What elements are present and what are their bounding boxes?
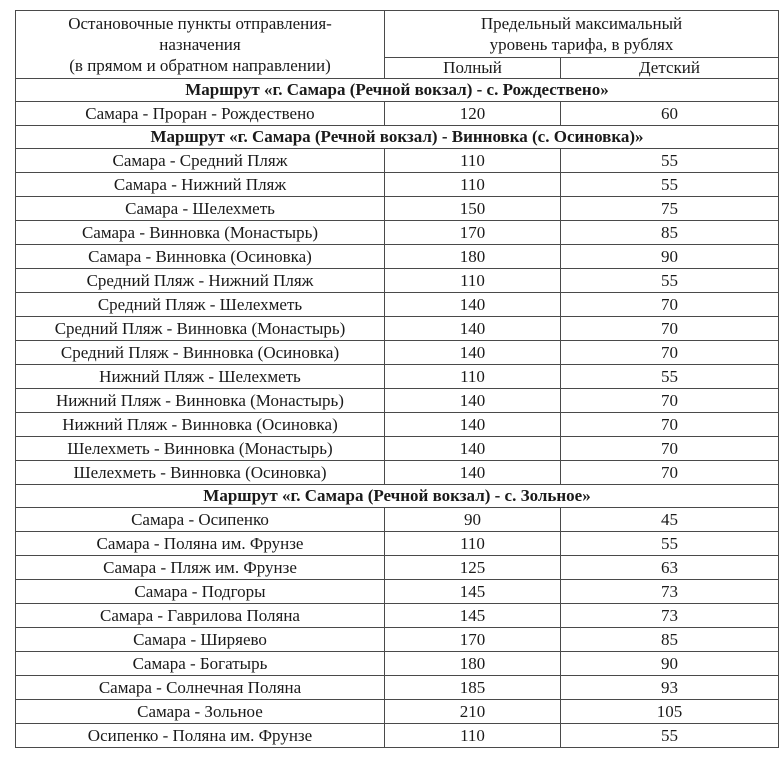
table-row	[16, 102, 779, 126]
full-fare-cell: 140	[385, 437, 561, 461]
child-fare-cell: 70	[561, 461, 779, 485]
full-fare-cell: 110	[385, 365, 561, 389]
stop-pair-cell: Самара - Шелехметь	[16, 197, 385, 221]
stop-pair-cell: Самара - Солнечная Поляна	[16, 676, 385, 700]
full-fare-cell: 185	[385, 676, 561, 700]
stop-pair-cell: Средний Пляж - Нижний Пляж	[16, 269, 385, 293]
stop-pair-cell: Самара - Винновка (Осиновка)	[16, 245, 385, 269]
tariff-document	[15, 10, 778, 748]
table-row	[16, 437, 779, 461]
full-fare-cell: 110	[385, 724, 561, 748]
full-fare-cell: 170	[385, 221, 561, 245]
table-row	[16, 628, 779, 652]
child-fare-cell: 55	[561, 173, 779, 197]
stop-pair-cell: Самара - Поляна им. Фрунзе	[16, 532, 385, 556]
table-row	[16, 293, 779, 317]
full-fare-cell: 150	[385, 197, 561, 221]
table-header-row	[16, 11, 779, 58]
stop-pair-cell: Самара - Подгоры	[16, 580, 385, 604]
tariff-table-body	[16, 11, 779, 748]
full-fare-cell: 170	[385, 628, 561, 652]
stop-pair-cell: Самара - Пляж им. Фрунзе	[16, 556, 385, 580]
table-row	[16, 532, 779, 556]
table-row	[16, 556, 779, 580]
full-fare-cell: 140	[385, 293, 561, 317]
full-fare-cell: 110	[385, 269, 561, 293]
child-fare-cell: 45	[561, 508, 779, 532]
table-row	[16, 341, 779, 365]
full-fare-cell: 140	[385, 317, 561, 341]
tariff-header-line-1: Предельный максимальный	[480, 14, 683, 33]
table-row	[16, 149, 779, 173]
child-fare-cell: 75	[561, 197, 779, 221]
stop-pair-cell: Осипенко - Поляна им. Фрунзе	[16, 724, 385, 748]
stops-column-header	[16, 11, 385, 79]
child-fare-cell: 70	[561, 389, 779, 413]
table-row	[16, 197, 779, 221]
stop-pair-cell: Самара - Богатырь	[16, 652, 385, 676]
tariff-table	[15, 10, 779, 748]
stop-pair-cell: Самара - Проран - Рождествено	[16, 102, 385, 126]
child-fare-cell: 70	[561, 413, 779, 437]
stop-pair-cell: Самара - Осипенко	[16, 508, 385, 532]
stop-pair-cell: Нижний Пляж - Винновка (Осиновка)	[16, 413, 385, 437]
route-header-row	[16, 485, 779, 508]
route-title: Маршрут «г. Самара (Речной вокзал) - с. Рождествено»	[16, 79, 779, 102]
full-fare-cell: 140	[385, 341, 561, 365]
child-fare-cell: 55	[561, 365, 779, 389]
table-row	[16, 700, 779, 724]
stop-pair-cell: Шелехметь - Винновка (Осиновка)	[16, 461, 385, 485]
table-row	[16, 365, 779, 389]
full-fare-cell: 140	[385, 389, 561, 413]
full-fare-cell: 125	[385, 556, 561, 580]
full-fare-cell: 110	[385, 173, 561, 197]
child-fare-cell: 93	[561, 676, 779, 700]
table-row	[16, 389, 779, 413]
stop-pair-cell: Нижний Пляж - Шелехметь	[16, 365, 385, 389]
full-fare-cell: 145	[385, 604, 561, 628]
child-fare-cell: 73	[561, 604, 779, 628]
stop-pair-cell: Самара - Винновка (Монастырь)	[16, 221, 385, 245]
child-fare-cell: 55	[561, 532, 779, 556]
child-fare-cell: 70	[561, 437, 779, 461]
route-header-row	[16, 126, 779, 149]
child-fare-cell: 70	[561, 317, 779, 341]
table-row	[16, 173, 779, 197]
tariff-header-line-2: уровень тарифа, в рублях	[489, 35, 674, 54]
route-header-row	[16, 79, 779, 102]
table-row	[16, 221, 779, 245]
stop-pair-cell: Средний Пляж - Шелехметь	[16, 293, 385, 317]
child-fare-cell: 55	[561, 269, 779, 293]
child-fare-cell: 105	[561, 700, 779, 724]
child-fare-cell: 63	[561, 556, 779, 580]
stop-pair-cell: Нижний Пляж - Винновка (Монастырь)	[16, 389, 385, 413]
full-fare-cell: 120	[385, 102, 561, 126]
stop-pair-cell: Средний Пляж - Винновка (Осиновка)	[16, 341, 385, 365]
table-row	[16, 413, 779, 437]
child-fare-cell: 55	[561, 149, 779, 173]
table-row	[16, 317, 779, 341]
stop-pair-cell: Самара - Средний Пляж	[16, 149, 385, 173]
table-row	[16, 676, 779, 700]
tariff-column-header	[385, 11, 779, 58]
full-fare-cell: 110	[385, 532, 561, 556]
full-fare-cell: 180	[385, 245, 561, 269]
child-fare-cell: 70	[561, 293, 779, 317]
child-fare-cell: 85	[561, 221, 779, 245]
child-fare-column-header: Детский	[561, 58, 779, 79]
child-fare-cell: 90	[561, 245, 779, 269]
stop-pair-cell: Самара - Ширяево	[16, 628, 385, 652]
full-fare-cell: 145	[385, 580, 561, 604]
child-fare-cell: 60	[561, 102, 779, 126]
table-row	[16, 508, 779, 532]
full-fare-column-header: Полный	[385, 58, 561, 79]
child-fare-cell: 90	[561, 652, 779, 676]
stop-pair-cell: Самара - Нижний Пляж	[16, 173, 385, 197]
full-fare-cell: 110	[385, 149, 561, 173]
full-fare-cell: 210	[385, 700, 561, 724]
full-fare-cell: 90	[385, 508, 561, 532]
table-row	[16, 269, 779, 293]
child-fare-cell: 85	[561, 628, 779, 652]
stops-header-line-1: Остановочные пункты отправления-	[68, 14, 332, 33]
stop-pair-cell: Шелехметь - Винновка (Монастырь)	[16, 437, 385, 461]
stop-pair-cell: Самара - Гаврилова Поляна	[16, 604, 385, 628]
table-row	[16, 461, 779, 485]
route-title: Маршрут «г. Самара (Речной вокзал) - Винновка (с. Осиновка)»	[16, 126, 779, 149]
full-fare-cell: 140	[385, 413, 561, 437]
stop-pair-cell: Средний Пляж - Винновка (Монастырь)	[16, 317, 385, 341]
child-fare-cell: 73	[561, 580, 779, 604]
table-row	[16, 604, 779, 628]
full-fare-cell: 140	[385, 461, 561, 485]
full-fare-cell: 180	[385, 652, 561, 676]
child-fare-cell: 55	[561, 724, 779, 748]
table-row	[16, 652, 779, 676]
stop-pair-cell: Самара - Зольное	[16, 700, 385, 724]
child-fare-cell: 70	[561, 341, 779, 365]
stops-header-line-2: назначения	[159, 35, 241, 54]
table-row	[16, 580, 779, 604]
route-title: Маршрут «г. Самара (Речной вокзал) - с. Зольное»	[16, 485, 779, 508]
stops-header-line-3: (в прямом и обратном направлении)	[69, 56, 331, 75]
table-row	[16, 245, 779, 269]
table-row	[16, 724, 779, 748]
